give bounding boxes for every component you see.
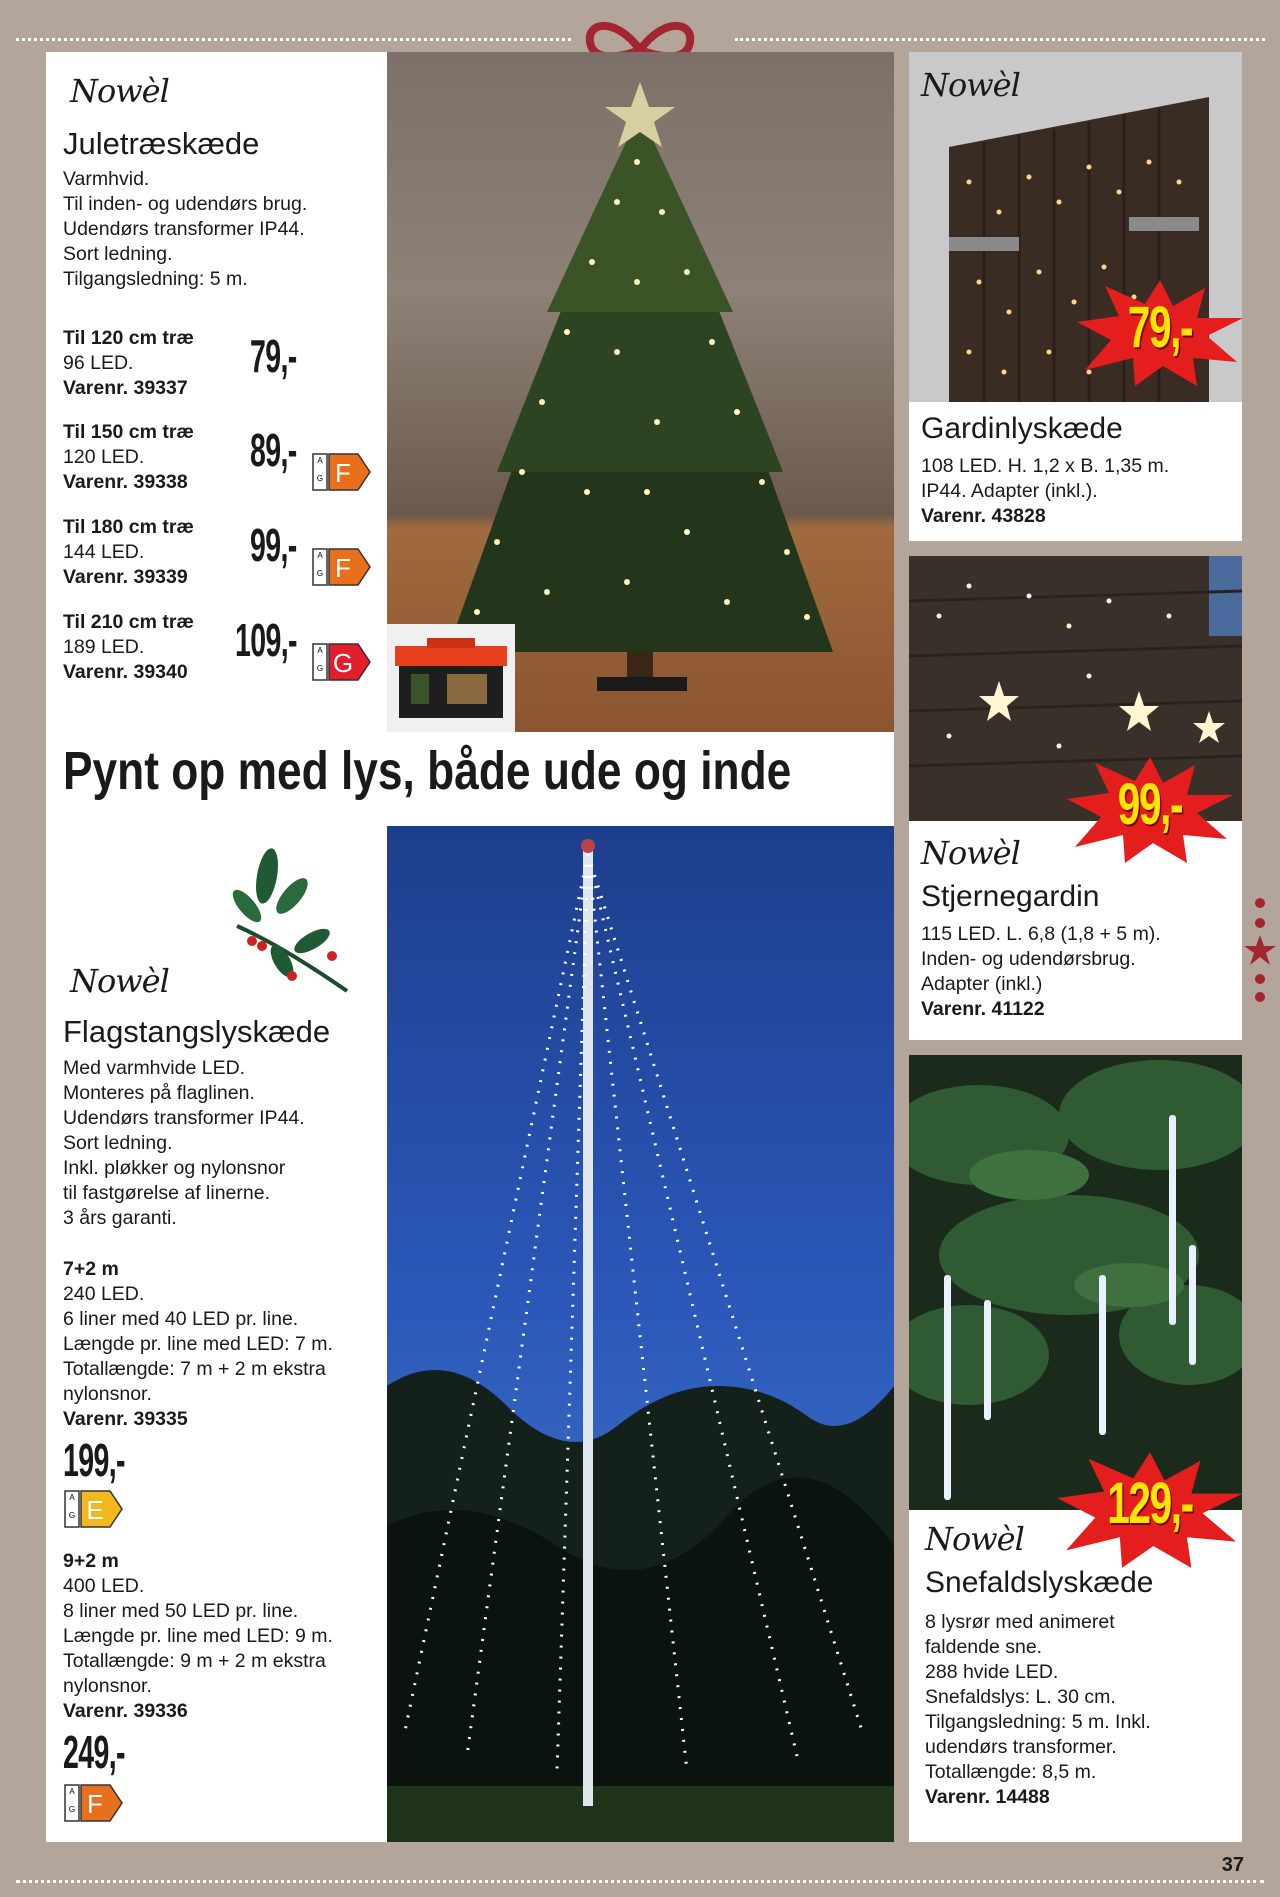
snowfall-item-no: Varenr. 14488 [925,1786,1050,1808]
flagpole-description [63,1056,305,1231]
snowfall-desc-line: Tilgangsledning: 5 m. Inkl. [925,1711,1151,1733]
energy-class: G [332,648,354,678]
variant-heading: Til 120 cm træ [63,327,194,349]
svg-text:A: A [69,1787,75,1796]
tree-desc-line: Udendørs transformer IP44. [63,218,305,240]
svg-text:G: G [316,664,324,673]
tree-variant-120 [63,326,383,401]
curtain-desc-line: 108 LED. H. 1,2 x B. 1,35 m. [921,455,1170,477]
star-curtain-desc-line: 115 LED. L. 6,8 (1,8 + 5 m). [921,923,1161,945]
energy-class: F [335,458,351,488]
dotted-border-top-left [16,38,571,41]
curtain-description [921,454,1169,529]
variant-line: Længde pr. line med LED: 7 m. [63,1333,333,1355]
holly-branch-icon [222,846,357,996]
svg-text:G: G [316,474,324,483]
snowfall-desc-line: 288 hvide LED. [925,1661,1059,1683]
variant-item-no: Varenr. 39336 [63,1700,188,1722]
svg-text:G: G [316,569,324,578]
snowfall-panel [909,1055,1242,1842]
variant-line: Totallængde: 7 m + 2 m ekstra [63,1358,326,1380]
variant-item-no: Varenr. 39335 [63,1408,188,1430]
star-curtain-description [921,922,1161,1022]
variant-leds: 120 LED. [63,446,145,468]
variant-item-no: Varenr. 39338 [63,471,188,493]
star-curtain-title: Stjernegardin [921,880,1100,913]
curtain-title: Gardinlyskæde [921,412,1123,445]
variant-line: 240 LED. [63,1283,145,1305]
star-curtain-desc-line: Inden- og udendørsbrug. [921,948,1136,970]
energy-label-icon [312,453,372,491]
variant-item-no: Varenr. 39340 [63,661,188,683]
energy-class: F [87,1789,103,1819]
energy-class: F [335,553,351,583]
tree-desc-line: Varmhvid. [63,168,150,190]
side-star-decoration-icon [1244,895,1276,1005]
snowfall-desc-line: udendørs transformer. [925,1736,1117,1758]
svg-text:A: A [317,646,323,655]
svg-text:A: A [69,1493,75,1502]
star-curtain-desc-line: Adapter (inkl.) [921,973,1043,995]
flagpole-desc-line: 3 års garanti. [63,1207,177,1229]
variant-price: 89,- [250,424,297,476]
snowfall-description [925,1610,1151,1810]
star-curtain-price-burst [1065,755,1235,865]
variant-line: nylonsnor. [63,1383,152,1405]
flagpole-title: Flagstangslyskæde [63,1014,331,1049]
flagpole-desc-line: Inkl. pløkker og nylonsnor [63,1157,286,1179]
tree-title: Juletræskæde [63,126,260,161]
variant-line: nylonsnor. [63,1675,152,1697]
curtain-price-burst [1075,278,1245,388]
variant-heading: 9+2 m [63,1550,119,1572]
svg-text:G: G [68,1511,76,1520]
flagpole-desc-line: Monteres på flaglinen. [63,1082,255,1104]
flagpole-desc-line: Med varmhvide LED. [63,1057,246,1079]
star-curtain-item-no: Varenr. 41122 [921,998,1045,1020]
flagpole-photo [387,826,894,1842]
flagpole-desc-line: til fastgørelse af linerne. [63,1182,271,1204]
variant-price: 79,- [250,330,297,382]
snowfall-price: 129,- [1107,1471,1193,1536]
star-curtain-brand-logo: Nowèl [921,834,1020,872]
variant-price: 99,- [250,519,297,571]
snowfall-desc-line: Totallængde: 8,5 m. [925,1761,1097,1783]
variant-line: Totallængde: 9 m + 2 m ekstra [63,1650,326,1672]
variant-price: 249,- [63,1726,125,1778]
snowfall-title: Snefaldslyskæde [925,1566,1154,1599]
tree-brand-logo: Nowèl [70,72,169,110]
flagpole-desc-line: Sort ledning. [63,1132,173,1154]
svg-text:A: A [317,456,323,465]
snowfall-price-burst [1055,1450,1245,1570]
snowfall-desc-line: 8 lysrør med animeret [925,1611,1115,1633]
snowfall-photo [909,1055,1242,1510]
energy-label-icon [312,643,372,681]
page-headline: Pynt op med lys, både ude og inde [63,741,792,801]
variant-line: Længde pr. line med LED: 9 m. [63,1625,333,1647]
tree-description [63,167,307,292]
variant-price: 199,- [63,1434,125,1486]
snowfall-desc-line: faldende sne. [925,1636,1043,1658]
storage-box-photo [387,624,515,732]
curtain-brand-logo: Nowèl [921,66,1020,104]
flagpole-brand-logo: Nowèl [70,962,169,1000]
page-number: 37 [1221,1854,1244,1876]
variant-leds: 189 LED. [63,636,145,658]
tree-desc-line: Tilgangsledning: 5 m. [63,268,248,290]
variant-heading: 7+2 m [63,1258,119,1280]
variant-item-no: Varenr. 39339 [63,566,188,588]
variant-heading: Til 210 cm træ [63,611,194,633]
svg-text:A: A [317,551,323,560]
flagpole-desc-line: Udendørs transformer IP44. [63,1107,305,1129]
flagpole-variant-9m [63,1549,383,1780]
variant-leds: 96 LED. [63,352,134,374]
flagpole-variant-7m [63,1257,383,1488]
energy-class: E [86,1495,104,1525]
snowfall-brand-logo: Nowèl [925,1520,1024,1558]
curtain-item-no: Varenr. 43828 [921,505,1046,527]
snowfall-desc-line: Snefaldslys: L. 30 cm. [925,1686,1116,1708]
energy-label-icon [63,1490,125,1528]
variant-line: 6 liner med 40 LED pr. line. [63,1308,299,1330]
svg-text:G: G [68,1805,76,1814]
energy-label-icon [312,548,372,586]
variant-heading: Til 150 cm træ [63,421,194,443]
variant-line: 8 liner med 50 LED pr. line. [63,1600,299,1622]
star-curtain-price: 99,- [1117,772,1183,837]
dotted-border-bottom [16,1880,1264,1883]
variant-heading: Til 180 cm træ [63,516,194,538]
curtain-desc-line: IP44. Adapter (inkl.). [921,480,1098,502]
energy-label-icon [63,1784,125,1822]
variant-price: 109,- [235,614,297,666]
dotted-border-top-right [735,38,1265,41]
curtain-price: 79,- [1127,295,1193,360]
variant-item-no: Varenr. 39337 [63,377,188,399]
tree-desc-line: Til inden- og udendørs brug. [63,193,308,215]
variant-leds: 144 LED. [63,541,145,563]
variant-line: 400 LED. [63,1575,145,1597]
tree-desc-line: Sort ledning. [63,243,173,265]
